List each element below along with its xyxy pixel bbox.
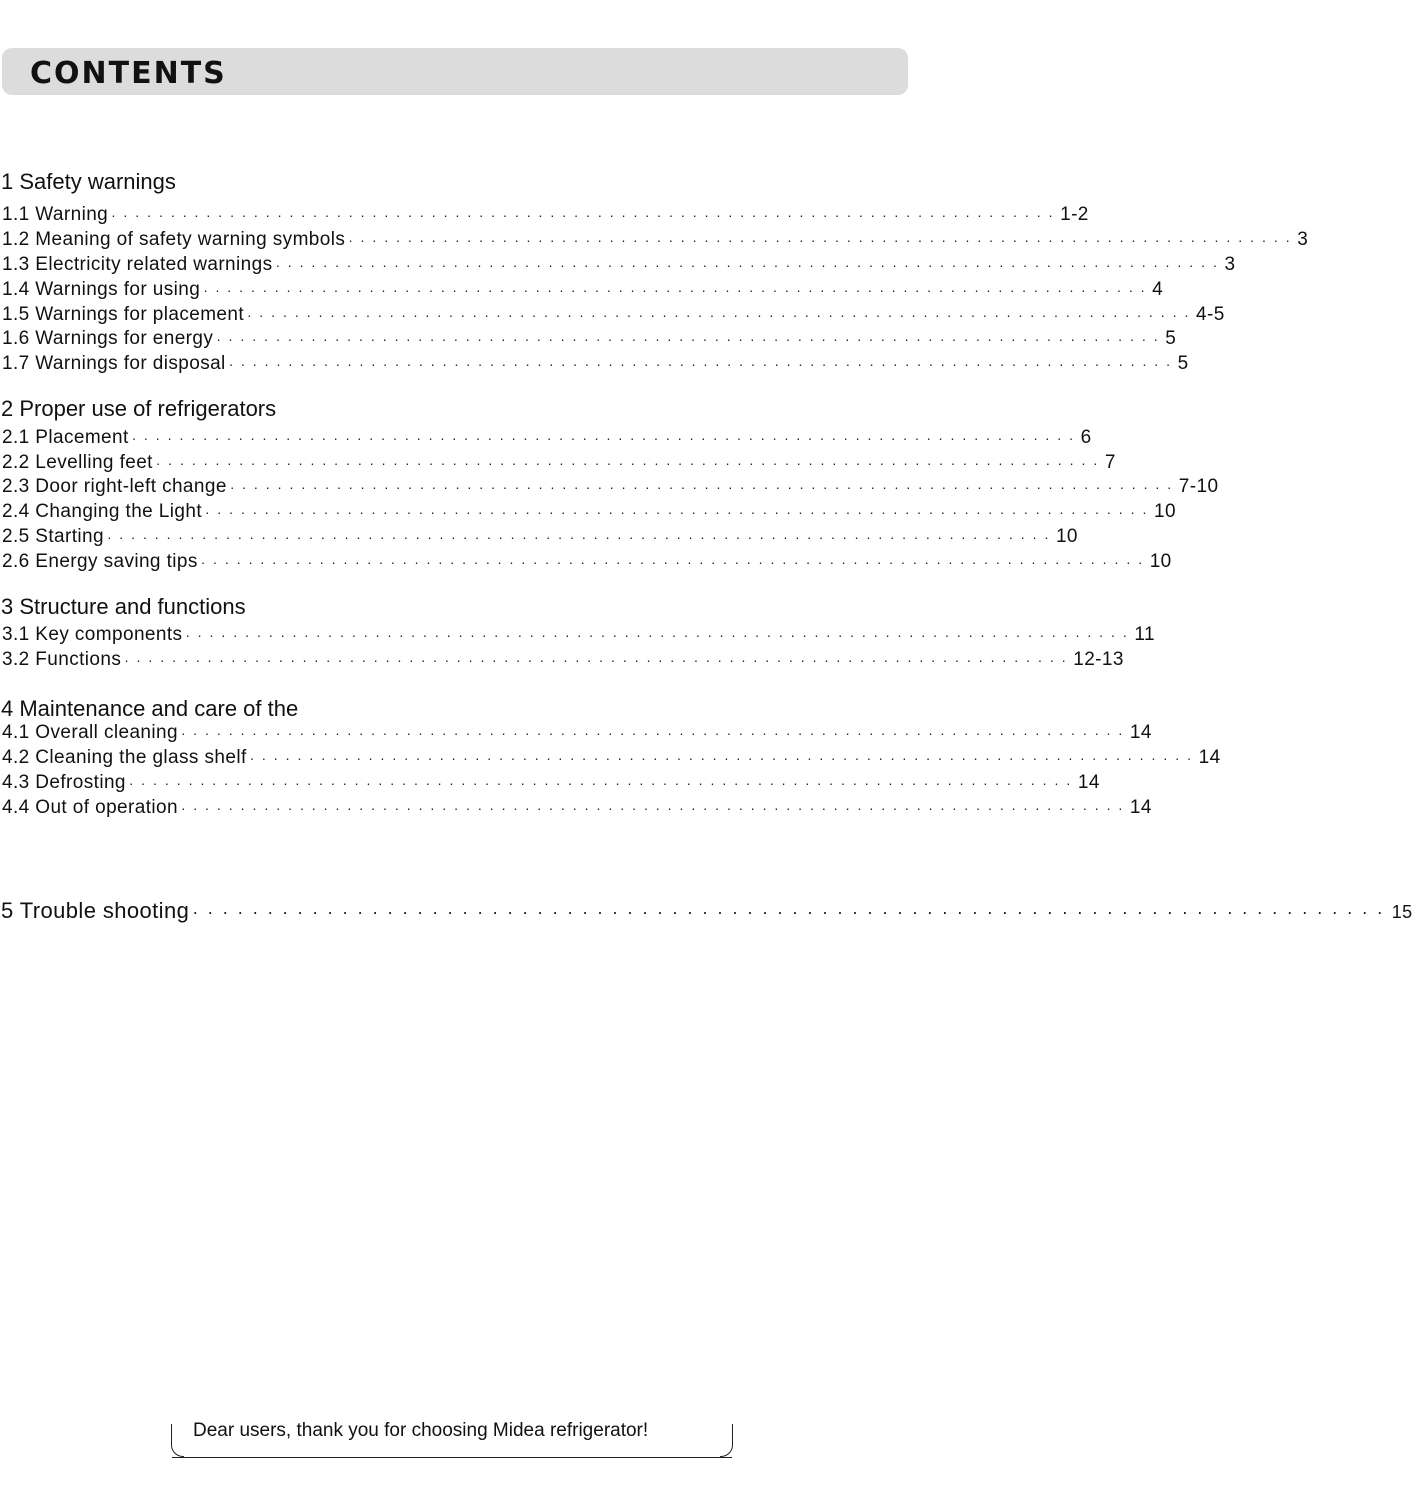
toc-entry-label: 2.3 Door right-left change [2, 476, 227, 497]
toc-entry[interactable] [2, 551, 1172, 575]
toc-entry-page: 7 [1104, 452, 1116, 473]
toc-entry-label: 2.2 Levelling feet [2, 452, 153, 473]
dot-leader: ················································································ [185, 627, 1135, 643]
toc-entry-label: 4.1 Overall cleaning [2, 722, 178, 743]
toc-entry[interactable] [2, 427, 1092, 451]
toc-entry-label: 1.1 Warning [2, 204, 109, 225]
toc-entry[interactable] [2, 722, 1152, 746]
section-title-structure: 3 Structure and functions [1, 594, 246, 619]
contents-header-bar [2, 48, 908, 95]
toc-entry-label: 4.4 Out of operation [2, 797, 178, 818]
toc-entry-label: 1.7 Warnings for disposal [2, 353, 226, 374]
toc-entry-page: 7-10 [1178, 476, 1219, 497]
toc-entry[interactable] [2, 747, 1221, 771]
dot-leader: ················································································ [205, 504, 1154, 520]
dot-leader: ················································································ [180, 725, 1130, 741]
toc-entry[interactable] [2, 328, 1177, 352]
section-title-maintenance: 4 Maintenance and care of the [1, 696, 299, 721]
dot-leader: ················································································ [124, 652, 1074, 668]
toc-entry[interactable] [2, 772, 1100, 796]
section-title-proper-use: 2 Proper use of refrigerators [1, 396, 277, 421]
dot-leader: ················································································ [228, 356, 1178, 372]
toc-entry-page: 4-5 [1196, 304, 1225, 325]
toc-entry[interactable] [2, 452, 1116, 476]
toc-entry-page: 5 [1177, 353, 1189, 374]
toc-entry[interactable] [2, 476, 1219, 500]
dot-leader: ················································································ [106, 529, 1056, 545]
toc-entry[interactable] [2, 254, 1236, 278]
toc-entry-label: 1.2 Meaning of safety warning symbols [2, 229, 346, 250]
toc-entry-page: 14 [1077, 772, 1100, 793]
toc-entry-page: 5 [1165, 328, 1177, 349]
toc-entry[interactable] [2, 649, 1124, 673]
toc-entry[interactable] [2, 526, 1078, 550]
dot-leader: ················································································ [128, 775, 1078, 791]
dot-leader: ················································································ [247, 307, 1196, 323]
dot-leader: ················································································ [216, 331, 1166, 347]
toc-entry-page: 14 [1129, 722, 1152, 743]
toc-entry-label: 2.4 Changing the Light [2, 501, 203, 522]
toc-entry-label: 2.1 Placement [2, 427, 129, 448]
toc-entry-label: 3.2 Functions [2, 649, 122, 670]
toc-entry-label: 1.3 Electricity related warnings [2, 254, 273, 275]
dot-leader: ················································································ [203, 282, 1153, 298]
toc-entry-page: 3 [1224, 254, 1236, 275]
toc-entry[interactable] [2, 204, 1089, 228]
toc-entry-page: 15 [1391, 902, 1413, 922]
toc-entry-page: 1-2 [1060, 204, 1089, 225]
toc-entry-label: 2.5 Starting [2, 526, 104, 547]
toc-entry-label: 1.6 Warnings for energy [2, 328, 214, 349]
dot-leader: ················································································ [131, 430, 1081, 446]
toc-entry-label: 4.2 Cleaning the glass shelf [2, 747, 247, 768]
toc-entry-label: 3.1 Key components [2, 624, 183, 645]
toc-entry[interactable] [2, 229, 1309, 253]
dot-leader: ················································································ [180, 800, 1130, 816]
toc-entry[interactable] [2, 353, 1189, 377]
toc-entry-trouble-shooting[interactable] [1, 898, 1413, 926]
toc-entry[interactable] [2, 624, 1155, 648]
toc-entry-label: 2.6 Energy saving tips [2, 551, 198, 572]
toc-entry-page: 3 [1297, 229, 1309, 250]
page-title: CONTENTS [30, 56, 227, 91]
toc-entry-label: 4.3 Defrosting [2, 772, 126, 793]
toc-entry-page: 14 [1198, 747, 1221, 768]
dot-leader: ················································································ [200, 554, 1150, 570]
dot-leader: ················································································ [275, 257, 1225, 273]
toc-entry-page: 10 [1149, 551, 1172, 572]
toc-entry-page: 6 [1080, 427, 1092, 448]
dot-leader: ················································································ [192, 902, 1392, 922]
dot-leader: ················································································ [249, 750, 1199, 766]
toc-entry-label: 1.5 Warnings for placement [2, 304, 245, 325]
toc-entry[interactable] [2, 304, 1225, 328]
dot-leader: ················································································ [111, 207, 1061, 223]
toc-entry-page: 10 [1055, 526, 1078, 547]
section-title-safety-warnings: 1 Safety warnings [1, 169, 176, 194]
dot-leader: ················································································ [348, 232, 1298, 248]
footer-message: Dear users, thank you for choosing Midea refrigerator! [193, 1420, 649, 1441]
dot-leader: ················································································ [229, 479, 1179, 495]
toc-entry-page: 14 [1129, 797, 1152, 818]
toc-entry-label: 5 Trouble shooting [1, 898, 190, 923]
toc-entry-page: 11 [1134, 624, 1155, 645]
toc-entry[interactable] [2, 279, 1164, 303]
toc-entry-label: 1.4 Warnings for using [2, 279, 201, 300]
toc-entry-page: 4 [1152, 279, 1164, 300]
toc-entry-page: 12-13 [1073, 649, 1124, 670]
toc-entry[interactable] [2, 501, 1176, 525]
toc-entry-page: 10 [1153, 501, 1176, 522]
dot-leader: ················································································ [155, 455, 1105, 471]
toc-entry[interactable] [2, 797, 1152, 821]
